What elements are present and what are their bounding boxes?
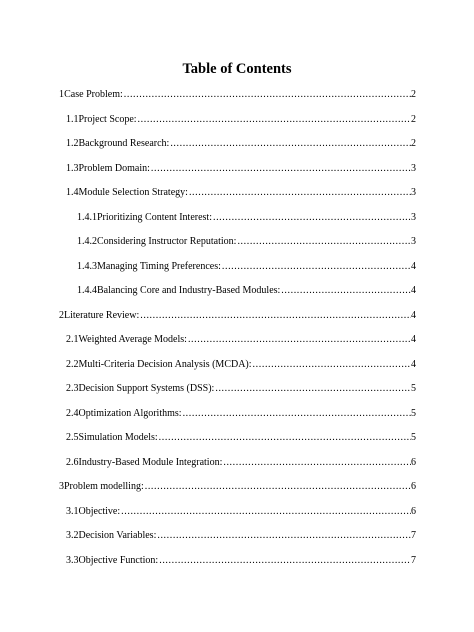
toc-entry-label: Project Scope: [78, 114, 137, 125]
toc-entry-page: 5 [411, 408, 416, 419]
toc-entry-label: Industry-Based Module Integration: [78, 457, 223, 468]
toc-entry-label: Background Research: [78, 138, 170, 149]
toc-entry[interactable] [0, 236, 416, 248]
toc-entry-number: 1 [59, 89, 64, 100]
toc-entry-page: 4 [411, 285, 416, 296]
toc-entry-label: Managing Timing Preferences: [97, 261, 221, 272]
toc-entry-label: Module Selection Strategy: [78, 187, 188, 198]
toc-entry[interactable] [0, 285, 416, 297]
toc-entry-number: 1.2 [66, 138, 79, 149]
toc-dot-leader [188, 334, 411, 346]
toc-entry[interactable] [0, 555, 416, 567]
toc-entry[interactable] [0, 212, 416, 224]
toc-title: Table of Contents [182, 61, 292, 77]
toc-entry-label: Balancing Core and Industry-Based Modules: [97, 285, 281, 296]
toc-entry-number: 2.1 [66, 334, 79, 345]
toc-entry-number: 3.3 [66, 555, 79, 566]
toc-entry-page: 5 [411, 432, 416, 443]
toc-entry-number: 2.4 [66, 408, 79, 419]
toc-entry[interactable] [0, 383, 416, 395]
toc-entry[interactable] [0, 506, 416, 518]
toc-entry-label: Optimization Algorithms: [78, 408, 182, 419]
toc-dot-leader [151, 163, 411, 175]
toc-entry-label: Problem Domain: [78, 163, 150, 174]
toc-entry-page: 4 [411, 334, 416, 345]
toc-entry[interactable] [0, 530, 416, 542]
toc-entry-label: Multi-Criteria Decision Analysis (MCDA): [78, 359, 252, 370]
toc-dot-leader [213, 212, 411, 224]
toc-entry-number: 1.4.3 [77, 261, 97, 272]
toc-entry-page: 2 [411, 89, 416, 100]
toc-entry-label: Simulation Models: [78, 432, 158, 443]
toc-entry-number: 2.3 [66, 383, 79, 394]
toc-dot-leader [223, 457, 411, 469]
toc-dot-leader [145, 481, 411, 493]
toc-entry[interactable] [0, 481, 416, 493]
toc-dot-leader [170, 138, 411, 150]
toc-entry-page: 2 [411, 114, 416, 125]
toc-dot-leader [157, 530, 411, 542]
toc-dot-leader [237, 236, 411, 248]
toc-dot-leader [124, 89, 411, 101]
toc-entry-page: 7 [411, 555, 416, 566]
toc-entry-label: Problem modelling: [64, 481, 144, 492]
toc-entry-number: 2 [59, 310, 64, 321]
toc-entry-number: 1.3 [66, 163, 79, 174]
toc-entry-page: 6 [411, 457, 416, 468]
toc-entry-label: Literature Review: [64, 310, 140, 321]
toc-entry-page: 3 [411, 212, 416, 223]
toc-entry-number: 3.2 [66, 530, 79, 541]
toc-dot-leader [140, 310, 411, 322]
toc-entry-page: 3 [411, 163, 416, 174]
toc-entry-number: 2.5 [66, 432, 79, 443]
toc-dot-leader [183, 408, 411, 420]
toc-entry-label: Prioritizing Content Interest: [97, 212, 212, 223]
toc-entry-number: 2.2 [66, 359, 79, 370]
toc-entry-number: 1.4.4 [77, 285, 97, 296]
toc-entry[interactable] [0, 408, 416, 420]
toc-entry-page: 5 [411, 383, 416, 394]
toc-entry-page: 6 [411, 481, 416, 492]
toc-entry[interactable] [0, 334, 416, 346]
toc-entry[interactable] [0, 310, 416, 322]
toc-dot-leader [138, 114, 411, 126]
toc-entry-label: Considering Instructor Reputation: [97, 236, 237, 247]
toc-entry-page: 4 [411, 310, 416, 321]
toc-entry-number: 1.4.2 [77, 236, 97, 247]
toc-entry-label: Decision Support Systems (DSS): [78, 383, 215, 394]
toc-entry[interactable] [0, 163, 416, 175]
toc-entry-number: 3.1 [66, 506, 79, 517]
toc-dot-leader [189, 187, 411, 199]
toc-dot-leader [159, 555, 411, 567]
toc-entry-label: Objective Function: [78, 555, 159, 566]
toc-entry-page: 6 [411, 506, 416, 517]
toc-entry-number: 1.4.1 [77, 212, 97, 223]
toc-entry[interactable] [0, 89, 416, 101]
toc-dot-leader [222, 261, 411, 273]
toc-dot-leader [121, 506, 411, 518]
toc-entry[interactable] [0, 457, 416, 469]
toc-entry-label: Case Problem: [64, 89, 123, 100]
toc-entry-page: 2 [411, 138, 416, 149]
toc-entry-label: Weighted Average Models: [78, 334, 187, 345]
toc-entry-label: Objective: [78, 506, 121, 517]
toc-entry-page: 3 [411, 187, 416, 198]
toc-entry-page: 4 [411, 359, 416, 370]
toc-dot-leader [281, 285, 411, 297]
toc-entry[interactable] [0, 187, 416, 199]
toc-entry[interactable] [0, 261, 416, 273]
toc-entry-number: 1.1 [66, 114, 79, 125]
toc-entry[interactable] [0, 114, 416, 126]
toc-dot-leader [215, 383, 411, 395]
toc-entry-page: 4 [411, 261, 416, 272]
toc-dot-leader [253, 359, 411, 371]
toc-entry-label: Decision Variables: [78, 530, 157, 541]
toc-entry-number: 1.4 [66, 187, 79, 198]
toc-entry-page: 7 [411, 530, 416, 541]
toc-entry[interactable] [0, 432, 416, 444]
toc-entry-number: 2.6 [66, 457, 79, 468]
toc-entry[interactable] [0, 138, 416, 150]
toc-entry-number: 3 [59, 481, 64, 492]
toc-entry[interactable] [0, 359, 416, 371]
toc-dot-leader [159, 432, 411, 444]
toc-entry-page: 3 [411, 236, 416, 247]
